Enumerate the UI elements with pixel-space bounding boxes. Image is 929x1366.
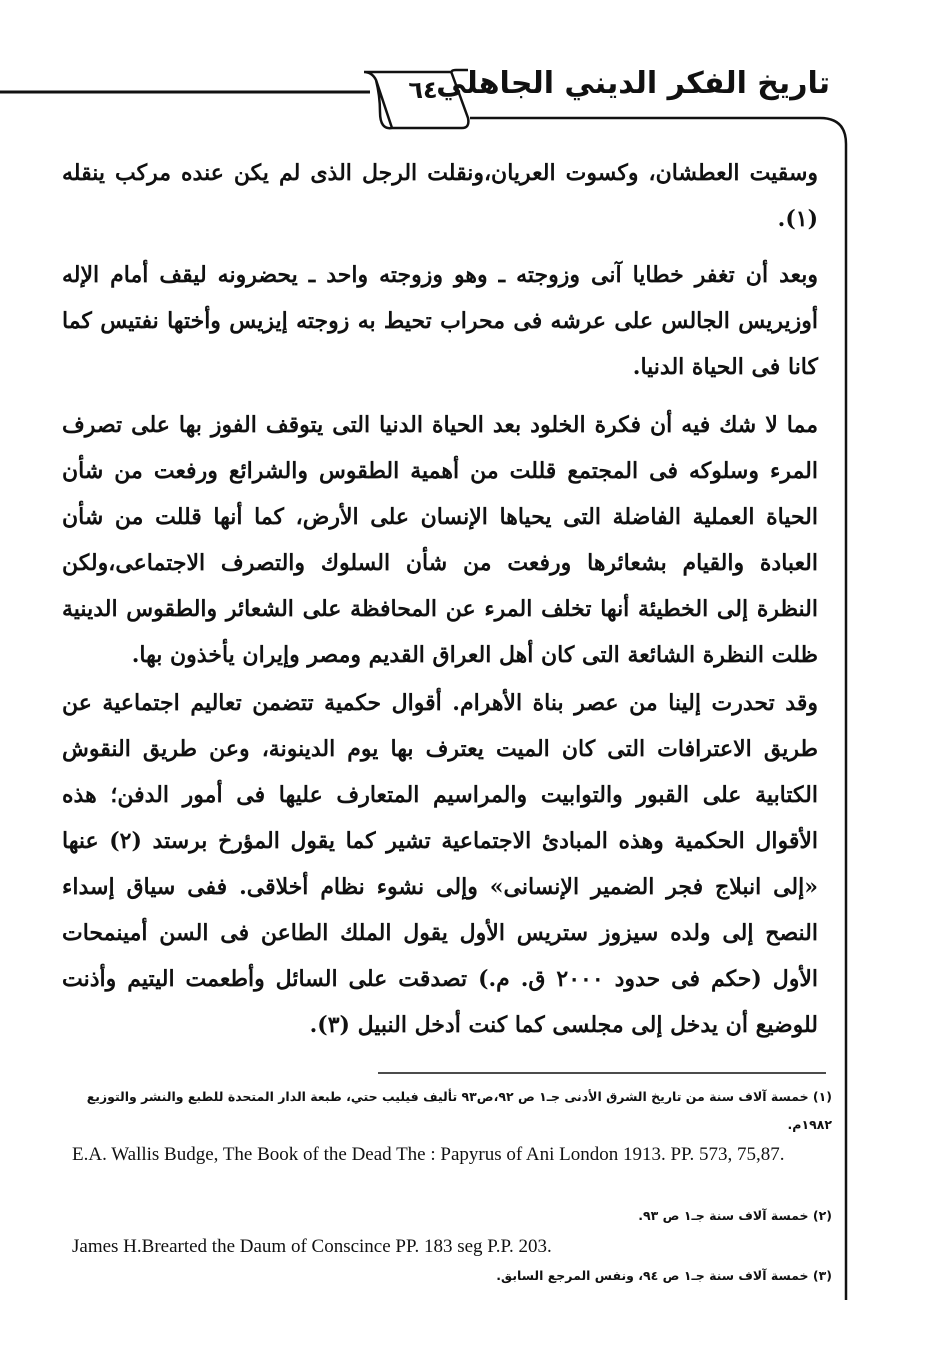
footnote-1-english: E.A. Wallis Budge, The Book of the Dead The : Papyrus of Ani London 1913. PP. 573, 75,87.: [72, 1144, 785, 1165]
paragraph-1: وسقيت العطشان، وكسوت العريان،ونقلت الرجل الذى لم يكن عنده مركب ينقله (١).: [62, 160, 818, 232]
paragraph-3: مما لا شك فيه أن فكرة الخلود بعد الحياة الدنيا التى يتوقف الفوز بها على تصرف المرء وسلوكه فى المجتمع قللت من أهمية الطقوس والشرائع ورفعت من شأن الحياة العملية الفاضلة التى يحياها الإنسان على الأرض، كما أنها قللت من شأن العبادة والقيام بشعائرها ورفعت من شأن السلوك والتصرف الاجتماعى،ولكن النظرة إلى الخطيئة أنها تخلف المرء عن المحافظة على الشعائر والطقوس الدينية ظلت النظرة الشائعة التى كان أهل العراق القديم ومصر وإيران يأخذون بها.: [62, 412, 819, 668]
running-header-title: تاريخ الفكر الديني الجاهلي: [436, 66, 830, 101]
page-number: ٦٤: [408, 76, 438, 104]
footnote-2-arabic: (٢) خمسة آلاف سنة جـ١ ص ٩٣.: [638, 1208, 832, 1223]
paragraph-4: وقد تحدرت إلينا من عصر بناة الأهرام. أقوال حكمية تتضمن تعاليم اجتماعية عن طريق الاعترافات التى كان الميت يعترف بها يوم الدينونة، وعن طريق النقوش الكتابية على القبور والتوابيت والمراسيم المتعارف عليها فى أمور الدفن؛ هذه الأقوال الحكمية وهذه المبادئ الاجتماعية تشير كما يقول المؤرخ برستد (٢) عنها «إلى انبلاج فجر الضمير الإنسانى» وإلى نشوء نظام أخلاقى. ففى سياق إسداء النصح إلى ولده سيزوز ستريس الأول يقول الملك الطاعن فى السن أمينمحات الأول (حكم فى حدود ٢٠٠٠ ق. م.) تصدقت على السائل وأطعمت اليتيم وأذنت للوضيع أن يدخل إلى مجلسى كما كنت أدخل النبيل (٣).: [62, 690, 818, 1038]
paragraph-2: وبعد أن تغفر خطايا آنى وزوجته ـ وهو وزوجته واحد ـ يحضرونه ليقف أمام الإله أوزيريس الجالس على عرشه فى محراب تحيط به زوجته إيزيس وأختها نفتيس كما كانا فى الحياة الدنيا.: [62, 262, 818, 380]
footnote-3-arabic: (٣) خمسة آلاف سنة جـ١ ص ٩٤، ونفس المرجع السابق.: [496, 1268, 832, 1283]
footnote-1-arabic: (١) خمسة آلاف سنة من تاريخ الشرق الأدنى جـ١ ص ٩٢،ص٩٣ تأليف فيليب حتي، طبعة الدار المتحدة للطبع والنشر والتوزيع ١٩٨٢م.: [86, 1089, 832, 1132]
footnote-2-english: James H.Brearted the Daum of Conscincе PP. 183 seg P.P. 203.: [72, 1236, 552, 1257]
